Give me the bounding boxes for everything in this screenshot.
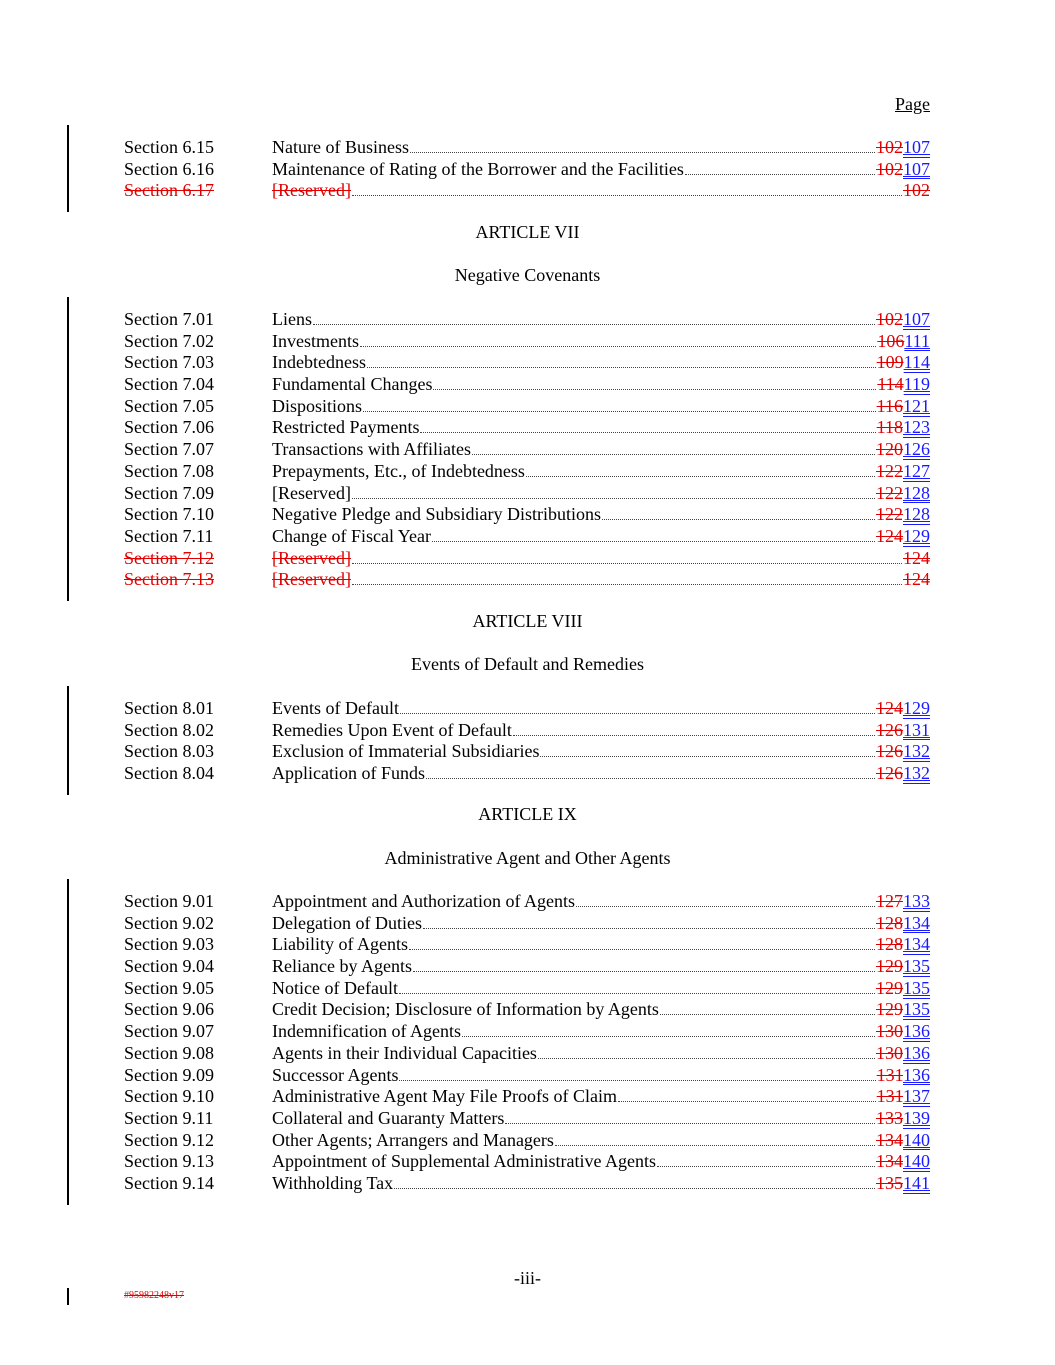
dot-leader [540, 741, 875, 757]
document-id: #95982248v17 [124, 1290, 184, 1301]
page-ref [877, 331, 930, 353]
dot-leader [602, 504, 875, 520]
section-title[interactable]: Credit Decision; Disclosure of Information by Agents [272, 999, 659, 1020]
dot-leader [363, 396, 876, 412]
dot-leader [505, 1108, 875, 1124]
section-number: Section 9.08 [124, 1042, 214, 1063]
toc-entry[interactable] [124, 999, 930, 1021]
deleted-page-number: 106 [877, 330, 905, 351]
section-number: Section 9.03 [124, 934, 214, 955]
inserted-page-number[interactable]: 128 [903, 504, 930, 525]
page-ref [903, 548, 930, 570]
toc-entry[interactable] [124, 891, 930, 913]
section-title[interactable]: Agents in their Individual Capacities [272, 1042, 537, 1063]
toc-entry[interactable] [124, 374, 930, 396]
page-ref [903, 569, 930, 591]
section-title[interactable]: Indebtedness [272, 352, 366, 373]
toc-entry[interactable] [124, 569, 930, 591]
toc-entry[interactable] [124, 1065, 930, 1087]
dot-leader [423, 913, 875, 929]
page-ref [876, 999, 930, 1021]
dot-leader [367, 352, 876, 368]
section-number: Section 9.06 [124, 999, 214, 1020]
toc-entry[interactable] [124, 137, 930, 159]
deleted-page-number: 124 [903, 569, 930, 590]
deleted-page-number: 128 [876, 912, 903, 933]
page-ref [876, 504, 930, 526]
inserted-page-number[interactable]: 111 [904, 330, 930, 351]
toc-entry[interactable] [124, 526, 930, 548]
section-title[interactable]: Nature of Business [272, 137, 409, 157]
section-number: Section 9.10 [124, 1086, 214, 1107]
page-ref [877, 352, 930, 374]
section-number: Section 9.11 [124, 1107, 214, 1128]
section-title[interactable]: Prepayments, Etc., of Indebtedness [272, 460, 525, 481]
toc-entry[interactable] [124, 1173, 930, 1195]
deleted-page-number: 114 [877, 374, 904, 395]
section-number: Section 6.15 [124, 137, 214, 157]
page-ref [876, 891, 930, 913]
inserted-page-number[interactable]: 126 [903, 439, 930, 460]
inserted-page-number[interactable]: 119 [903, 374, 930, 395]
deleted-page-number: 134 [876, 1129, 903, 1150]
section-title[interactable]: Investments [272, 330, 359, 351]
toc-entry[interactable] [124, 331, 930, 353]
section-number: Section 9.02 [124, 912, 214, 933]
toc-entry[interactable] [124, 396, 930, 418]
dot-leader [399, 978, 875, 994]
dot-leader [576, 891, 875, 907]
toc-entry[interactable] [124, 180, 930, 202]
section-number: Section 9.09 [124, 1064, 214, 1085]
section-number: Section 7.13 [124, 569, 214, 590]
dot-leader [472, 439, 875, 455]
dot-leader [410, 137, 875, 153]
section-number: Section 7.04 [124, 374, 214, 395]
deleted-page-number: 122 [876, 460, 903, 481]
inserted-page-number[interactable]: 139 [903, 1107, 930, 1128]
page-column-header: Page [895, 94, 930, 114]
deleted-page-number: 120 [876, 439, 903, 460]
deleted-page-number: 109 [876, 352, 904, 373]
dot-leader [426, 763, 875, 779]
deleted-page-number: 124 [876, 525, 903, 546]
inserted-page-number[interactable]: 135 [903, 956, 930, 977]
section-title[interactable]: Maintenance of Rating of the Borrower and the Facilities [272, 158, 684, 179]
page-ref [877, 1086, 930, 1108]
inserted-page-number[interactable]: 107 [903, 309, 930, 329]
section-title[interactable]: Reliance by Agents [272, 956, 412, 977]
section-number: Section 6.17 [124, 180, 214, 201]
inserted-page-number[interactable]: 133 [903, 891, 930, 911]
deleted-page-number: 124 [903, 547, 930, 568]
toc-group [124, 309, 930, 591]
inserted-page-number[interactable]: 132 [903, 763, 930, 784]
dot-leader [526, 461, 875, 477]
page-ref [876, 1130, 930, 1152]
page-ref [876, 720, 930, 742]
deleted-page-number: 102 [876, 137, 903, 157]
toc-group [124, 891, 930, 1195]
inserted-page-number[interactable]: 136 [903, 1042, 930, 1063]
dot-leader [352, 569, 902, 585]
toc-entry[interactable] [124, 309, 930, 331]
deleted-page-number: 102 [903, 180, 930, 201]
inserted-page-number[interactable]: 114 [903, 352, 930, 373]
inserted-page-number[interactable]: 128 [903, 482, 930, 503]
change-bar [67, 1288, 69, 1305]
page-ref [876, 1151, 930, 1173]
dot-leader [432, 526, 875, 542]
page-ref [877, 417, 930, 439]
deleted-page-number: 118 [876, 417, 903, 438]
section-number: Section 8.02 [124, 719, 214, 740]
inserted-page-number[interactable]: 127 [903, 460, 930, 481]
toc-group [124, 698, 930, 785]
section-number: Section 7.10 [124, 504, 214, 525]
deleted-page-number: 122 [876, 504, 903, 525]
toc-entry[interactable] [124, 461, 930, 483]
dot-leader [399, 1065, 875, 1081]
section-number: Section 8.04 [124, 763, 214, 784]
page-ref [876, 1043, 930, 1065]
section-number: Section 7.09 [124, 482, 214, 503]
section-title[interactable]: Liens [272, 309, 312, 329]
deleted-page-number: 128 [876, 934, 903, 955]
section-title[interactable]: Events of Default [272, 698, 399, 718]
dot-leader [313, 309, 875, 325]
dot-leader [360, 331, 876, 347]
inserted-page-number[interactable]: 107 [903, 158, 930, 179]
section-number: Section 7.08 [124, 460, 214, 481]
inserted-page-number[interactable]: 136 [903, 1064, 930, 1085]
article-title: Negative Covenants [454, 265, 601, 285]
toc-entry[interactable] [124, 741, 930, 763]
section-number: Section 7.03 [124, 352, 214, 373]
section-number: Section 9.05 [124, 977, 214, 998]
section-title[interactable]: Successor Agents [272, 1064, 399, 1085]
deleted-page-number: 124 [876, 698, 903, 718]
dot-leader [400, 698, 875, 714]
article-title: Events of Default and Remedies [411, 654, 644, 674]
deleted-page-number: 126 [876, 741, 903, 762]
dot-leader [538, 1043, 875, 1059]
inserted-page-number[interactable]: 134 [903, 912, 930, 933]
inserted-page-number[interactable]: 121 [903, 395, 930, 416]
section-number: Section 9.01 [124, 891, 214, 911]
page-ref [876, 741, 930, 763]
toc-entry[interactable] [124, 720, 930, 742]
section-title[interactable]: Delegation of Duties [272, 912, 422, 933]
section-title[interactable]: [Reserved] [272, 569, 351, 590]
inserted-page-number[interactable]: 140 [903, 1151, 930, 1172]
deleted-page-number: 129 [876, 956, 903, 977]
page-ref [903, 180, 930, 202]
section-title[interactable]: Administrative Agent May File Proofs of Claim [272, 1086, 617, 1107]
toc-entry[interactable] [124, 1130, 930, 1152]
page-ref [877, 1065, 930, 1087]
section-number: Section 6.16 [124, 158, 214, 179]
toc-group [124, 137, 930, 202]
section-title[interactable]: Notice of Default [272, 977, 398, 998]
inserted-page-number[interactable]: 129 [903, 698, 930, 718]
page-ref [877, 396, 930, 418]
page-ref [876, 309, 930, 331]
section-title[interactable]: Remedies Upon Event of Default [272, 719, 512, 740]
dot-leader [660, 999, 875, 1015]
toc-entry[interactable] [124, 548, 930, 570]
page-ref [876, 461, 930, 483]
deleted-page-number: 135 [876, 1172, 903, 1193]
deleted-page-number: 131 [876, 1086, 903, 1107]
section-title[interactable]: Liability of Agents [272, 934, 408, 955]
deleted-page-number: 122 [876, 482, 903, 503]
section-number: Section 7.01 [124, 309, 214, 329]
deleted-page-number: 134 [876, 1151, 903, 1172]
deleted-page-number: 102 [876, 158, 903, 179]
deleted-page-number: 126 [876, 719, 903, 740]
inserted-page-number[interactable]: 123 [903, 417, 930, 438]
toc-entry[interactable] [124, 913, 930, 935]
section-number: Section 7.12 [124, 547, 214, 568]
dot-leader [352, 180, 902, 196]
toc-entry[interactable] [124, 439, 930, 461]
section-number: Section 7.11 [124, 525, 214, 546]
toc-entry[interactable] [124, 698, 930, 720]
deleted-page-number: 131 [876, 1064, 903, 1085]
inserted-page-number[interactable]: 132 [903, 741, 930, 762]
deleted-page-number: 133 [876, 1107, 903, 1128]
inserted-page-number[interactable]: 136 [903, 1021, 930, 1042]
toc-entry[interactable] [124, 978, 930, 1000]
deleted-page-number: 127 [876, 891, 903, 911]
deleted-page-number: 116 [876, 395, 903, 416]
toc-entry[interactable] [124, 956, 930, 978]
change-bar [67, 879, 69, 1205]
page-number: -iii- [514, 1268, 541, 1288]
inserted-page-number[interactable]: 129 [903, 525, 930, 546]
change-bar [67, 125, 69, 212]
toc-entry[interactable] [124, 504, 930, 526]
deleted-page-number: 130 [876, 1021, 903, 1042]
article-title: Administrative Agent and Other Agents [384, 848, 671, 868]
page-ref [876, 913, 930, 935]
section-number: Section 9.12 [124, 1129, 214, 1150]
page-ref [876, 159, 930, 181]
section-title[interactable]: [Reserved] [272, 482, 351, 503]
section-title[interactable]: [Reserved] [272, 180, 351, 201]
toc-entry[interactable] [124, 934, 930, 956]
inserted-page-number[interactable]: 131 [903, 719, 930, 740]
section-title[interactable]: Dispositions [272, 395, 363, 416]
page-ref [876, 137, 930, 159]
page-ref [876, 526, 930, 548]
dot-leader [462, 1021, 875, 1037]
page-ref [876, 1108, 930, 1130]
section-title[interactable]: Withholding Tax [272, 1172, 394, 1193]
section-title[interactable]: Exclusion of Immaterial Subsidiaries [272, 741, 540, 762]
page-ref [876, 763, 930, 785]
toc-entry[interactable] [124, 159, 930, 181]
toc-entry[interactable] [124, 352, 930, 374]
page-ref [876, 1173, 930, 1195]
article-heading: ARTICLE VIII [472, 611, 583, 631]
inserted-page-number[interactable]: 137 [903, 1086, 930, 1107]
dot-leader [352, 483, 875, 499]
dot-leader [555, 1130, 875, 1146]
page-ref [876, 439, 930, 461]
deleted-page-number: 130 [876, 1042, 903, 1063]
section-number: Section 9.04 [124, 956, 214, 977]
toc-entry[interactable] [124, 1043, 930, 1065]
section-title[interactable]: Change of Fiscal Year [272, 525, 431, 546]
section-title[interactable]: Appointment of Supplemental Administrative Agents [272, 1151, 656, 1172]
toc-entry[interactable] [124, 1086, 930, 1108]
dot-leader [352, 548, 902, 564]
section-number: Section 9.13 [124, 1151, 214, 1172]
page-ref [876, 956, 930, 978]
section-title[interactable]: Indemnification of Agents [272, 1021, 461, 1042]
dot-leader [413, 956, 875, 972]
section-number: Section 7.07 [124, 439, 214, 460]
page-ref [877, 374, 930, 396]
change-bar [67, 686, 69, 795]
section-title[interactable]: Transactions with Affiliates [272, 439, 471, 460]
deleted-page-number: 129 [876, 977, 903, 998]
page-ref [876, 483, 930, 505]
inserted-page-number[interactable]: 135 [903, 977, 930, 998]
section-number: Section 8.01 [124, 698, 214, 718]
toc-entry[interactable] [124, 763, 930, 785]
inserted-page-number[interactable]: 141 [903, 1172, 930, 1193]
toc-entry[interactable] [124, 417, 930, 439]
dot-leader [433, 374, 876, 390]
toc-entry[interactable] [124, 1021, 930, 1043]
inserted-page-number[interactable]: 140 [903, 1129, 930, 1150]
section-title[interactable]: Application of Funds [272, 763, 425, 784]
section-title[interactable]: [Reserved] [272, 547, 351, 568]
dot-leader [618, 1086, 876, 1102]
section-title[interactable]: Appointment and Authorization of Agents [272, 891, 575, 911]
section-number: Section 7.06 [124, 417, 214, 438]
article-heading: ARTICLE VII [475, 222, 580, 242]
toc-entry[interactable] [124, 483, 930, 505]
section-number: Section 7.02 [124, 330, 214, 351]
section-number: Section 9.14 [124, 1172, 214, 1193]
section-title[interactable]: Restricted Payments [272, 417, 420, 438]
section-number: Section 8.03 [124, 741, 214, 762]
section-title[interactable]: Negative Pledge and Subsidiary Distributions [272, 504, 601, 525]
inserted-page-number[interactable]: 107 [903, 137, 930, 157]
section-number: Section 7.05 [124, 395, 214, 416]
deleted-page-number: 102 [876, 309, 903, 329]
dot-leader [657, 1151, 875, 1167]
page-ref [876, 698, 930, 720]
page-ref [876, 934, 930, 956]
section-title[interactable]: Collateral and Guaranty Matters [272, 1107, 505, 1128]
article-heading: ARTICLE IX [478, 804, 577, 824]
section-title[interactable]: Other Agents; Arrangers and Managers [272, 1129, 554, 1150]
toc-entry[interactable] [124, 1108, 930, 1130]
dot-leader [394, 1173, 875, 1189]
section-title[interactable]: Fundamental Changes [272, 374, 433, 395]
page-ref [876, 1021, 930, 1043]
deleted-page-number: 126 [876, 763, 903, 784]
toc-entry[interactable] [124, 1151, 930, 1173]
change-bar [67, 297, 69, 601]
inserted-page-number[interactable]: 134 [903, 934, 930, 955]
dot-leader [513, 720, 875, 736]
dot-leader [685, 159, 875, 175]
page-ref [876, 978, 930, 1000]
dot-leader [420, 417, 875, 433]
deleted-page-number: 129 [876, 999, 903, 1020]
section-number: Section 9.07 [124, 1021, 214, 1042]
inserted-page-number[interactable]: 135 [903, 999, 930, 1020]
dot-leader [409, 934, 875, 950]
